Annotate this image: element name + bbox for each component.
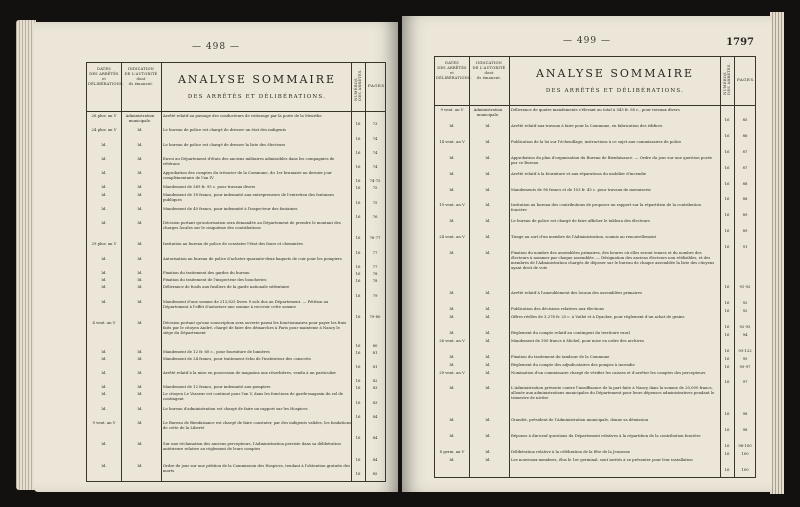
row-date: Id. [449, 154, 455, 160]
row-number: 16 [355, 378, 361, 384]
col-divider [435, 57, 470, 477]
analyse-title: ANALYSE SOMMAIRE [177, 73, 337, 86]
row-authority: Id. [137, 355, 143, 361]
row-authority: Id. [137, 220, 143, 226]
header-dates: DATES DES ARRÊTÉS et DÉLIBÉRATIONS. [88, 67, 124, 86]
row-authority: Id. [137, 241, 143, 247]
table-header [87, 63, 385, 112]
row-number: 16 [724, 180, 730, 186]
row-number: 16 [724, 228, 730, 234]
analyse-subtitle: DES ARRÊTÉS ET DÉLIBÉRATIONS. [187, 94, 327, 100]
row-number: 16 [355, 413, 361, 419]
row-page: 85 [742, 116, 748, 122]
row-page: 88 [742, 196, 748, 202]
register-table [86, 62, 386, 482]
row-date: Id. [101, 284, 107, 290]
row-date: Id. [101, 384, 107, 390]
row-number: 16 [355, 199, 361, 205]
row-number: 16 [355, 349, 361, 355]
row-date: 9 vent. an V [440, 107, 464, 112]
row-summary: Décision portant qu'une souscription sera ouverte parmi les fonctionnaires pour payer les frais faits par le citoyen André, chargé de faire des démarches à Paris pour maintenir à Nancy le siège du Département [163, 319, 347, 335]
row-summary: Fixation du traitement du tambour de la Commune [511, 353, 610, 359]
register-table [434, 56, 756, 478]
row-number: 16 [355, 435, 361, 441]
row-summary: Arrêté relatif à la mise en possession de magasins aux réserbières, vendu à un particulier [163, 369, 337, 375]
row-summary: Grandet, président de l'Administration municipale, donne sa démission [511, 417, 649, 423]
row-summary: Arrêté relatif au passage des conducteurs de voiturage par la porte de la Meurthe [163, 113, 322, 118]
row-number: 16 [724, 331, 730, 337]
row-summary: Règlement du compte des adjudicataires des pompes à incendie [511, 361, 635, 367]
row-authority: Id. [485, 353, 491, 359]
row-number: 16 [355, 363, 361, 369]
row-authority: Id. [137, 348, 143, 354]
row-date: Id. [449, 186, 455, 192]
row-page: 94 [742, 331, 748, 337]
row-date: 9 vent. an V [92, 419, 116, 425]
row-number: 16 [355, 264, 361, 269]
row-date: Id. [449, 417, 455, 423]
row-number: 16 [355, 342, 361, 348]
row-number: 16 [724, 427, 730, 433]
row-page: 76-77 [369, 235, 381, 241]
row-summary: Délivrance de fusils aux fusiliers de la garde nationale sédentaire [163, 284, 290, 290]
row-date: Id. [449, 361, 455, 367]
row-date: Id. [449, 313, 455, 319]
row-date: Id. [101, 369, 107, 375]
row-authority: Id. [485, 170, 491, 176]
row-page: 84 [372, 456, 378, 462]
row-summary: Mandements de 96 francs et de 103 fr. 45 c. pour travaux de menuiserie [511, 186, 651, 192]
row-summary: Envoi au Département d'états des anciens militaires admissibles dans les compagnies de vétérans [163, 155, 335, 166]
row-page: 100 [741, 451, 749, 457]
row-page: 74 [372, 135, 378, 141]
row-authority: Id. [137, 462, 143, 468]
row-page: 92 [742, 299, 748, 305]
row-date: 29 vent. an V [439, 369, 465, 375]
row-summary: Tirage au sort d'un membre de l'Administration, soumis au renouvellement [511, 234, 657, 240]
row-summary: Arrêté relatif aux travaux à faire pour la Commune, en fabrication des édifices [511, 122, 663, 128]
row-page: 74 [372, 149, 378, 155]
row-date: Id. [101, 348, 107, 354]
row-number: 16 [724, 347, 730, 353]
row-page: 80 [372, 342, 378, 348]
row-summary: Mandement de 12 fr. 60 c., pour fourniture de lumières [163, 348, 270, 354]
row-page: 91 [742, 244, 748, 250]
row-number: 16 [724, 323, 730, 329]
row-authority: Administration municipale. [473, 107, 503, 117]
table-header [435, 57, 755, 106]
row-number: 16 [724, 116, 730, 122]
row-authority: Id. [485, 385, 491, 391]
row-summary: Le Bureau de Bienfaisance est chargé de faire constater, par des indigents valides, les fondations de cette de la Liberté [163, 419, 351, 430]
row-authority: Id. [485, 329, 491, 335]
row-authority: Id. [137, 298, 143, 304]
row-summary: Invitation au bureau de police de constater l'état des fours et cheminées [163, 241, 303, 247]
row-summary: Le bureau de police est chargé de dresser la liste des électeurs [163, 141, 286, 147]
row-summary: Approbation des comptes du trésorier de la Commune, du 1er brumaire au dernier jour complémentaire de l'an IV [163, 170, 332, 181]
row-number: 16 [355, 135, 361, 141]
row-authority: Id. [137, 141, 143, 147]
row-page: 83 [372, 399, 378, 405]
row-summary: L'Administration présente contre l'insuffisance de la part faite à Nancy dans la somme de 20,000 francs, allouée aux administrations municipales du Département pour leurs dépenses administratives pendant le trimestre de nivôse [511, 385, 715, 401]
row-page: 82 [372, 378, 378, 384]
row-date: Id. [449, 433, 455, 439]
row-summary: Réponse à dix-neuf questions du Département relatives à la répartition de la contribution foncière [511, 433, 701, 439]
row-date: Id. [449, 457, 455, 463]
row-summary: Le citoyen Le Vasseur est continué pour l'an V, dans les fonctions de garde-magasin du sel de contingent [163, 391, 344, 402]
analyse-subtitle: DES ARRÊTÉS ET DÉLIBÉRATIONS. [545, 88, 685, 94]
row-summary: Mandement de 24 francs, pour traitement échu de l'instituteur des conscrits [163, 355, 311, 361]
row-page: 98-100 [738, 443, 752, 449]
row-authority: Id. [485, 417, 491, 423]
row-number: 16 [724, 411, 730, 417]
row-summary: Invitation au bureau des contributions de proposer un rapport sur la répartition de la contribution foncière [511, 202, 701, 213]
row-number: 16 [355, 470, 361, 476]
row-authority: Id. [485, 361, 491, 367]
row-summary: Fixation du traitement des gardes du bureau [163, 270, 250, 276]
row-page: 89 [742, 228, 748, 234]
row-date: 24 vent. an V [439, 234, 465, 240]
row-number: 16 [355, 214, 361, 220]
row-authority: Id. [137, 384, 143, 390]
row-date: Id. [101, 441, 107, 447]
row-authority: Administration municipale. [125, 113, 155, 123]
row-date: Id. [101, 155, 107, 161]
row-summary: Mandement de 40 francs, pour indemnité à l'inspecteur des fontaines [163, 205, 298, 211]
row-page: 75 [372, 185, 378, 191]
row-number: 16 [724, 299, 730, 305]
row-number: 16 [355, 399, 361, 405]
analyse-title: ANALYSE SOMMAIRE [535, 67, 695, 80]
header-indication: INDICATION DE L'AUTORITÉ dont ils émanent. [124, 67, 158, 86]
header-pages: PAGES. [368, 83, 387, 88]
row-date: 8 germ. an V [439, 449, 465, 455]
row-date: 19 vent. an V [439, 202, 465, 208]
row-authority: Id. [137, 184, 143, 190]
row-page: 87 [742, 148, 748, 154]
row-date: Id. [101, 205, 107, 211]
row-date: 26 vent. an V [439, 337, 465, 343]
row-date: Id. [101, 170, 107, 176]
row-number: 16 [355, 271, 361, 277]
row-summary: Sur une réclamation des anciens percepteurs, l'Administration persiste dans sa délibération antérieure relative au règlement de leurs comptes [163, 441, 341, 452]
row-number: 16 [355, 121, 361, 127]
row-date: Id. [101, 298, 107, 304]
right-page-stack-edge [770, 12, 784, 494]
row-page: 76 [372, 214, 378, 220]
row-authority: Id. [485, 122, 491, 128]
row-date: 4 vent. an V [92, 319, 116, 325]
row-page: 93-122 [738, 347, 752, 353]
row-authority: Id. [137, 441, 143, 447]
row-page: 98 [742, 411, 748, 417]
row-date: Id. [449, 218, 455, 224]
row-number: 16 [724, 164, 730, 170]
row-authority: Id. [485, 449, 491, 455]
row-page: 95 [742, 355, 748, 361]
row-page: 89 [742, 212, 748, 218]
row-date: Id. [449, 122, 455, 128]
row-number: 16 [724, 132, 730, 138]
row-date: Id. [101, 184, 107, 190]
page-number: — 498 — [192, 42, 240, 52]
row-page: 81 [372, 363, 378, 369]
row-date: 26 pluv. an V [91, 113, 117, 118]
row-date: Id. [101, 355, 107, 361]
row-date: Id. [449, 305, 455, 311]
row-number: 16 [724, 283, 730, 289]
row-authority: Id. [137, 391, 143, 397]
row-summary: Décision portant qu'autorisation sera demandée au Département de prendre le montant des charges locales sur le cinquième des contributions [163, 220, 341, 231]
row-date: Id. [101, 405, 107, 411]
row-summary: Délivrance de quatre mandements s'élevant au total à 543 fr. 58 c., pour travaux divers [511, 107, 680, 112]
row-date: Id. [101, 255, 107, 261]
row-authority: Id. [137, 170, 143, 176]
row-summary: Offres réelles de 3,276 fr. 25 c. à Vathé et à Dyacker, pour règlement d'un achat de grains [511, 313, 685, 319]
row-page: 95-97 [739, 363, 751, 369]
row-page: 78 [372, 278, 378, 284]
row-summary: Le bureau de police est chargé de faire afficher le tableau des électeurs [511, 218, 650, 224]
row-date: Id. [449, 329, 455, 335]
row-page: 91-92 [739, 283, 751, 289]
row-number: 16 [724, 355, 730, 361]
row-date: Id. [101, 277, 107, 283]
row-authority: Id. [137, 277, 143, 283]
row-date: Id. [449, 385, 455, 391]
header-dates: DATES DES ARRÊTÉS et DÉLIBÉRATIONS. [436, 61, 472, 80]
row-date: Id. [449, 290, 455, 295]
row-date: Id. [449, 170, 455, 176]
row-summary: Autorisation au bureau de police d'acheter quarante-deux baquets de cuir pour les pompiers [163, 255, 342, 261]
row-number: 16 [355, 385, 361, 391]
row-page: 74 [372, 164, 378, 170]
row-page: 78 [372, 271, 378, 277]
row-number: 16 [355, 185, 361, 191]
row-authority: Id. [137, 270, 143, 276]
row-summary: Le bureau d'administration est chargé de faire un rapport sur les Hospices [163, 405, 308, 411]
row-date: Id. [101, 270, 107, 276]
row-page: 77 [372, 249, 378, 255]
row-authority: Id. [485, 290, 491, 295]
row-number: 16 [355, 164, 361, 170]
row-number: 16 [724, 196, 730, 202]
row-number: 16 [355, 456, 361, 462]
row-number: 16 [724, 148, 730, 154]
row-authority: Id. [137, 191, 143, 197]
row-number: 16 [355, 292, 361, 298]
row-summary: Mandement de 12 francs, pour indemnité aux pompiers [163, 384, 271, 390]
header-analyse [163, 63, 351, 100]
row-authority: Id. [485, 369, 491, 375]
row-authority: Id. [485, 138, 491, 144]
row-date: Id. [101, 220, 107, 226]
row-summary: Mandement d'une somme de 213,825 livres 9 sols dus au Département. — Pétition au Département à l'effet d'autoriser une somme à recevoir cette somme [163, 298, 329, 309]
row-page: 74-75 [369, 178, 381, 184]
row-authority: Id. [485, 154, 491, 160]
row-page: 98 [742, 427, 748, 433]
row-number: 16 [355, 235, 361, 241]
row-page: 85 [372, 470, 378, 476]
row-summary: Règlement du compte relatif au contingent du territoire rural [511, 329, 630, 335]
row-authority: Id. [137, 369, 143, 375]
row-page: 86 [742, 132, 748, 138]
row-authority: Id. [485, 202, 491, 208]
row-authority: Id. [485, 433, 491, 439]
row-page: 79 [372, 292, 378, 298]
row-number: 16 [724, 451, 730, 457]
row-authority: Id. [485, 337, 491, 343]
row-summary: Ordre de jour sur une pétition de la Commission des Hospices, tendant à l'obtention gratuite des morts [163, 462, 351, 473]
header-numeros: NUMÉROS DES ARRÊTÉS. [354, 69, 362, 101]
row-page: 83 [372, 385, 378, 391]
row-number: 16 [724, 212, 730, 218]
row-number: 16 [355, 149, 361, 155]
row-page: 75 [372, 199, 378, 205]
row-page: 92 [742, 307, 748, 313]
row-summary: Mandement de 18 francs, pour indemnité aux entrepreneurs de l'entretien des fontaines publiques [163, 191, 335, 202]
row-number: 16 [724, 443, 730, 449]
row-authority: Id. [485, 218, 491, 224]
row-date: Id. [101, 141, 107, 147]
row-page: 84 [372, 413, 378, 419]
header-pages: PAGES. [737, 77, 756, 82]
row-number: 16 [355, 249, 361, 255]
row-number: 16 [724, 363, 730, 369]
col-divider [469, 57, 510, 477]
row-number: 16 [724, 466, 730, 472]
row-page: 88 [742, 180, 748, 186]
right-page [402, 16, 772, 492]
header-analyse [511, 57, 719, 94]
row-authority: Id. [485, 234, 491, 240]
page-number: — 499 — [563, 36, 611, 46]
year-label: 1797 [726, 37, 754, 48]
header-numeros: NUMÉROS DES ARRÊTÉS. [723, 63, 731, 95]
row-summary: Fixation du nombre des assemblées primaires, des heures où elles seront tenues et du nombre des électeurs à nommer par chaque assemblée. — Désignation des anciens électeurs non réélisibles, et des membres de l'Administration chargés de déposer sur le bureau de chaque assemblée la liste des citoyens ayant droit de vote [511, 250, 715, 271]
row-summary: Délibération relative à la célébration de la fête de la Jeunesse [511, 449, 631, 455]
row-date: Id. [449, 353, 455, 359]
row-page: 84 [372, 435, 378, 441]
row-summary: Le bureau de police est chargé de dresser un état des indigents [163, 127, 287, 133]
row-authority: Id. [137, 419, 143, 425]
row-date: Id. [101, 191, 107, 197]
left-page-stack-edge [16, 20, 36, 490]
row-summary: Publication des décisions relatives aux élections [511, 305, 604, 311]
row-authority: Id. [485, 313, 491, 319]
row-date: 24 pluv. an V [91, 127, 117, 133]
row-summary: Mandement de 369 fr. 95 c. pour travaux divers [163, 184, 256, 190]
row-summary: Nomination d'un commissaire chargé de vérifier les caisses et d'arrêter les comptes des percepteurs [511, 369, 706, 375]
row-page: 100 [741, 466, 749, 472]
row-number: 16 [724, 244, 730, 250]
row-number: 16 [355, 178, 361, 184]
row-page: 73 [372, 121, 378, 127]
row-page: 97 [742, 379, 748, 385]
row-authority: Id. [137, 205, 143, 211]
row-authority: Id. [485, 250, 491, 256]
row-page: 79-80 [369, 313, 381, 319]
row-authority: Id. [485, 457, 491, 463]
row-number: 16 [724, 307, 730, 313]
row-authority: Id. [137, 284, 143, 290]
row-number: 16 [355, 313, 361, 319]
row-date: 29 pluv. an V [91, 241, 117, 247]
row-date: Id. [101, 391, 107, 397]
row-summary: Arrêté relatif à la fourniture et aux réparations du mobilier d'incendie [511, 170, 647, 176]
row-date: 14 vent. an V [439, 138, 465, 144]
row-summary: Les nouveaux membres, élus le 1er germinal, sont invités à se présenter pour leur installation [511, 457, 693, 463]
row-number: 16 [355, 278, 361, 284]
row-date: Id. [449, 250, 455, 256]
row-summary: Fixation du traitement de l'inspecteur des boucheries [163, 277, 267, 283]
row-authority: Id. [137, 319, 143, 325]
row-page: 77 [372, 264, 378, 269]
row-authority: Id. [137, 155, 143, 161]
header-indication: INDICATION DE L'AUTORITÉ dont ils émanent. [472, 61, 506, 80]
row-authority: Id. [485, 305, 491, 311]
row-authority: Id. [137, 127, 143, 133]
row-authority: Id. [137, 255, 143, 261]
row-number: 16 [724, 379, 730, 385]
row-summary: Mandement de 300 francs à Michel, pour mise en ordre des archives [511, 337, 645, 343]
left-page [34, 22, 398, 492]
row-summary: Arrêté relatif à l'ameublement des locaux des assemblées primaires [511, 290, 642, 295]
row-page: 92-93 [739, 323, 751, 329]
row-page: 87 [742, 164, 748, 170]
row-date: Id. [101, 462, 107, 468]
row-summary: Publication de la loi sur l'échenillage; instructions à ce sujet aux commissaires de police [511, 138, 682, 144]
row-authority: Id. [137, 405, 143, 411]
row-summary: Approbation du plan d'organisation du Bureau de Bienfaisance. — Ordre du jour sur une question posée par ce Bureau [511, 154, 713, 165]
row-page: 81 [372, 349, 378, 355]
row-authority: Id. [485, 186, 491, 192]
